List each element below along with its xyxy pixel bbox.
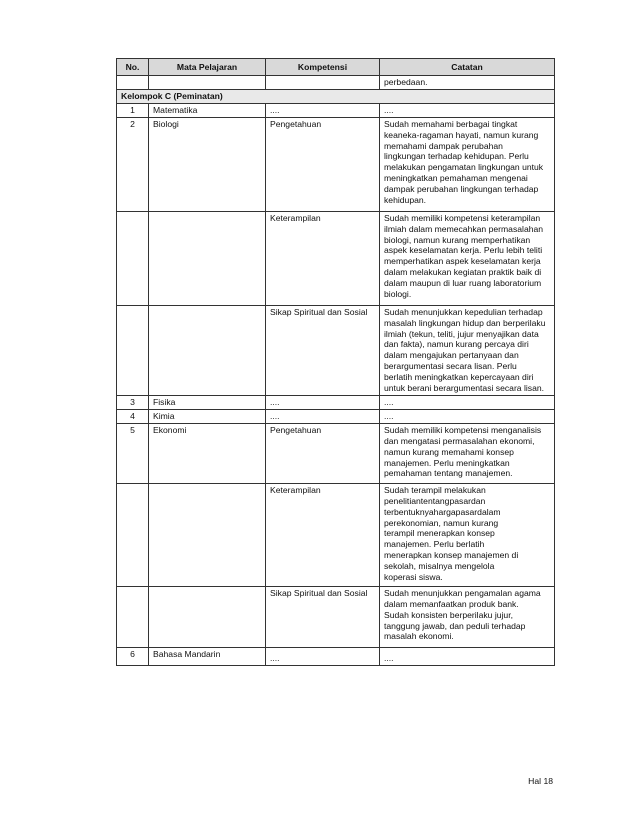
row-competence: Keterampilan — [266, 211, 380, 305]
row-subject: Ekonomi — [149, 423, 266, 483]
header-no: No. — [117, 59, 149, 76]
row-note: Sudah menunjukkan pengamalan agama dalam memanfaatkan produk bank. Sudah konsisten berperilaku jujur, tanggung jawab, dan peduli terhadap masalah ekonomi. — [380, 586, 555, 647]
table-row — [117, 647, 555, 665]
row-note: .... — [380, 647, 555, 665]
row-no — [117, 586, 149, 647]
row-subject — [149, 483, 266, 586]
header-competence: Kompetensi — [266, 59, 380, 76]
row-note: .... — [380, 395, 555, 409]
row-no: 4 — [117, 409, 149, 423]
header-row — [117, 59, 555, 76]
row-no — [117, 483, 149, 586]
row-competence: Pengetahuan — [266, 423, 380, 483]
table-row — [117, 483, 555, 586]
table-row — [117, 103, 555, 117]
row-subject: Biologi — [149, 117, 266, 211]
row-no: 5 — [117, 423, 149, 483]
group-title: Kelompok C (Peminatan) — [117, 89, 555, 103]
table-row — [117, 423, 555, 483]
row-competence: .... — [266, 647, 380, 665]
row-no: 3 — [117, 395, 149, 409]
row-subject: Kimia — [149, 409, 266, 423]
row-competence: .... — [266, 103, 380, 117]
row-subject — [149, 211, 266, 305]
row-note: Sudah memiliki kompetensi menganalisis dan mengatasi permasalahan ekonomi, namun kurang memahami konsep manajemen. Perlu meningkatkan pemahaman tentang manajemen. — [380, 423, 555, 483]
table-row — [117, 409, 555, 423]
table-row — [117, 586, 555, 647]
row-competence: Keterampilan — [266, 483, 380, 586]
row-no — [117, 305, 149, 395]
row-note: Sudah memahami berbagai tingkat keaneka-ragaman hayati, namun kurang memahami dampak perubahan lingkungan terhadap kehidupan. Perlu melakukan pengamatan lingkungan untuk meningkatkan pemahaman mengenai dampak perubahan lingkungan terhadap kehidupan. — [380, 117, 555, 211]
row-competence: Pengetahuan — [266, 117, 380, 211]
row-no: 1 — [117, 103, 149, 117]
row-no: 2 — [117, 117, 149, 211]
table-row — [117, 395, 555, 409]
row-subject: Bahasa Mandarin — [149, 647, 266, 665]
row-note: Sudah terampil melakukan penelitiantentangpasardan terbentuknyahargapasardalam perekonomian, namun kurang terampil menerapkan konsep manajemen. Perlu berlatih menerapkan konsep manajemen di sekolah, misalnya mengelola koperasi siswa. — [380, 483, 555, 586]
group-row — [117, 89, 555, 103]
continuation-row — [117, 76, 555, 90]
page-number: Hal 18 — [528, 776, 553, 786]
row-competence: .... — [266, 395, 380, 409]
row-note: .... — [380, 409, 555, 423]
row-competence: .... — [266, 409, 380, 423]
table-row — [117, 305, 555, 395]
table-row — [117, 211, 555, 305]
row-subject — [149, 586, 266, 647]
table-row — [117, 117, 555, 211]
row-note: Sudah menunjukkan kepedulian terhadap masalah lingkungan hidup dan berperilaku ilmiah (tekun, teliti, jujur menyajikan data dan fakta), namun kurang percaya diri dalam mengajukan pertanyaan dan berargumentasi secara lisan. Perlu berlatih meningkatkan kepercayaan diri untuk berani berargumentasi secara lisan. — [380, 305, 555, 395]
report-table — [116, 58, 555, 666]
header-subject: Mata Pelajaran — [149, 59, 266, 76]
continuation-note: perbedaan. — [380, 76, 555, 90]
row-competence: Sikap Spiritual dan Sosial — [266, 586, 380, 647]
row-competence: Sikap Spiritual dan Sosial — [266, 305, 380, 395]
row-note: .... — [380, 103, 555, 117]
row-subject: Fisika — [149, 395, 266, 409]
row-note: Sudah memiliki kompetensi keterampilan ilmiah dalam memecahkan permasalahan biologi, namun kurang memperhatikan aspek keselamatan kerja. Perlu lebih teliti memperhatikan aspek keselamatan kerja dalam melakukan kegiatan praktik baik di dalam maupun di luar ruang laboratorium biologi. — [380, 211, 555, 305]
row-subject — [149, 305, 266, 395]
row-no — [117, 211, 149, 305]
row-subject: Matematika — [149, 103, 266, 117]
header-note: Catatan — [380, 59, 555, 76]
row-no: 6 — [117, 647, 149, 665]
